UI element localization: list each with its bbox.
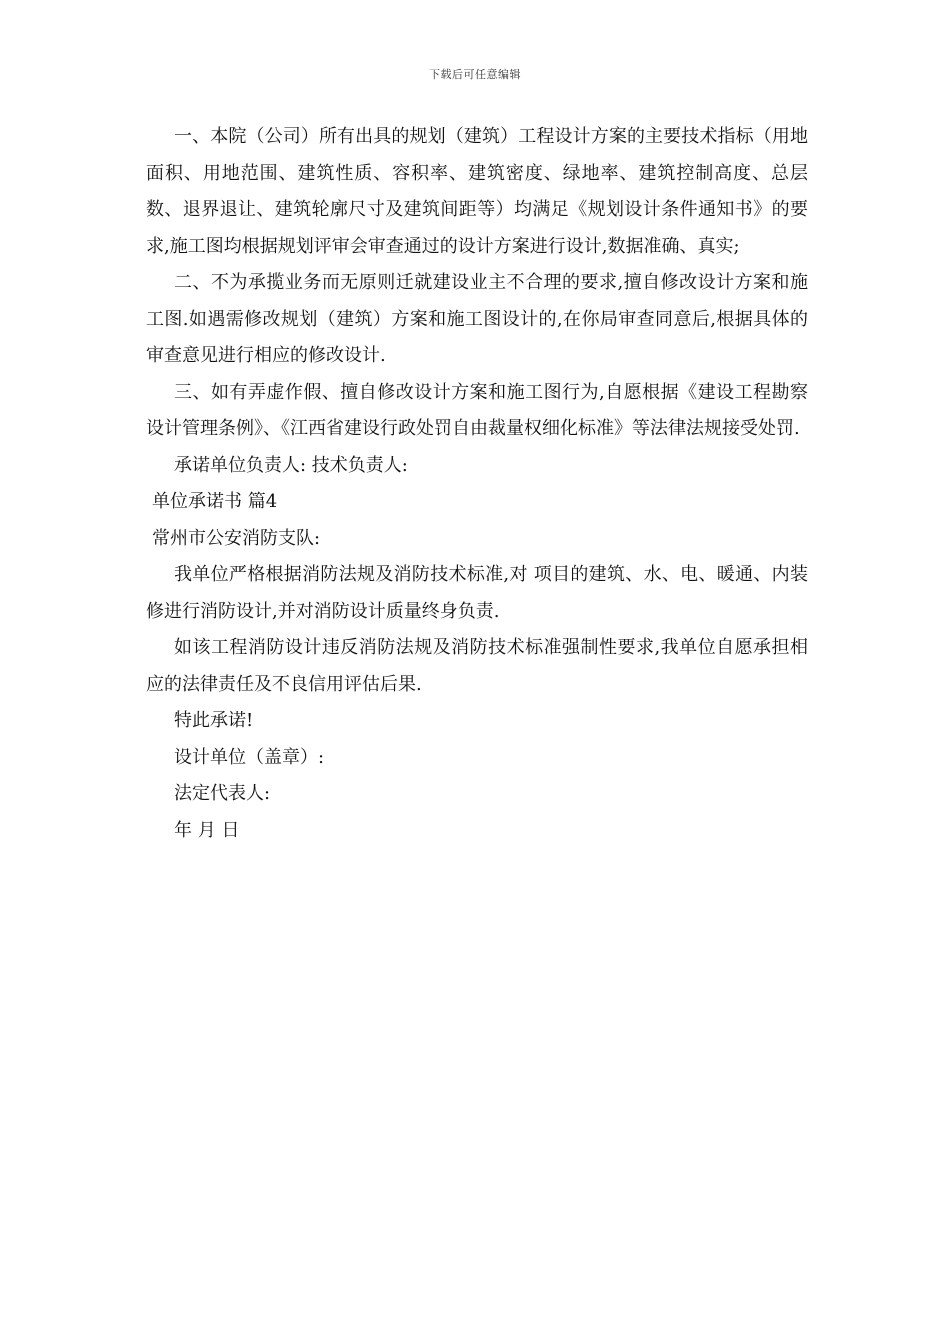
design-unit-seal-line: 设计单位（盖章）: xyxy=(174,746,325,768)
paragraph-liability: 如该工程消防设计违反消防法规及消防技术标准强制性要求,我单位自愿承担相应的法律责任及不良信用评估后果. xyxy=(146,637,808,695)
addressee: 常州市公安消防支队: xyxy=(152,527,321,549)
date-line: 年 月 日 xyxy=(174,819,240,841)
page-header-note: 下载后可任意编辑 xyxy=(429,68,521,81)
paragraph-commitment-3: 三、如有弄虚作假、擅自修改设计方案和施工图行为,自愿根据《建设工程勘察设计管理条例》、《江西省建设行政处罚自由裁量权细化标准》等法律法规接受处罚. xyxy=(146,381,808,439)
section-heading: 单位承诺书 篇4 xyxy=(152,491,278,512)
closing-statement: 特此承诺! xyxy=(174,710,254,731)
signatory-line: 承诺单位负责人: 技术负责人: xyxy=(174,454,408,476)
legal-representative-line: 法定代表人: xyxy=(174,783,271,804)
document-body xyxy=(146,119,808,849)
paragraph-commitment-2: 二、不为承揽业务而无原则迁就建设业主不合理的要求,擅自修改设计方案和施工图.如遇需修改规划（建筑）方案和施工图设计的,在你局审查同意后,根据具体的审查意见进行相应的修改设计. xyxy=(146,272,808,366)
paragraph-fire-design: 我单位严格根据消防法规及消防技术标准,对 项目的建筑、水、电、暖通、内装修进行消防设计,并对消防设计质量终身负责. xyxy=(146,564,808,622)
paragraph-commitment-1: 一、本院（公司）所有出具的规划（建筑）工程设计方案的主要技术指标（用地面积、用地范围、建筑性质、容积率、建筑密度、绿地率、建筑控制高度、总层数、退界退让、建筑轮廓尺寸及建筑间距等）均满足《规划设计条件通知书》的要求,施工图均根据规划评审会审查通过的设计方案进行设计,数据准确、真实; xyxy=(146,126,808,257)
